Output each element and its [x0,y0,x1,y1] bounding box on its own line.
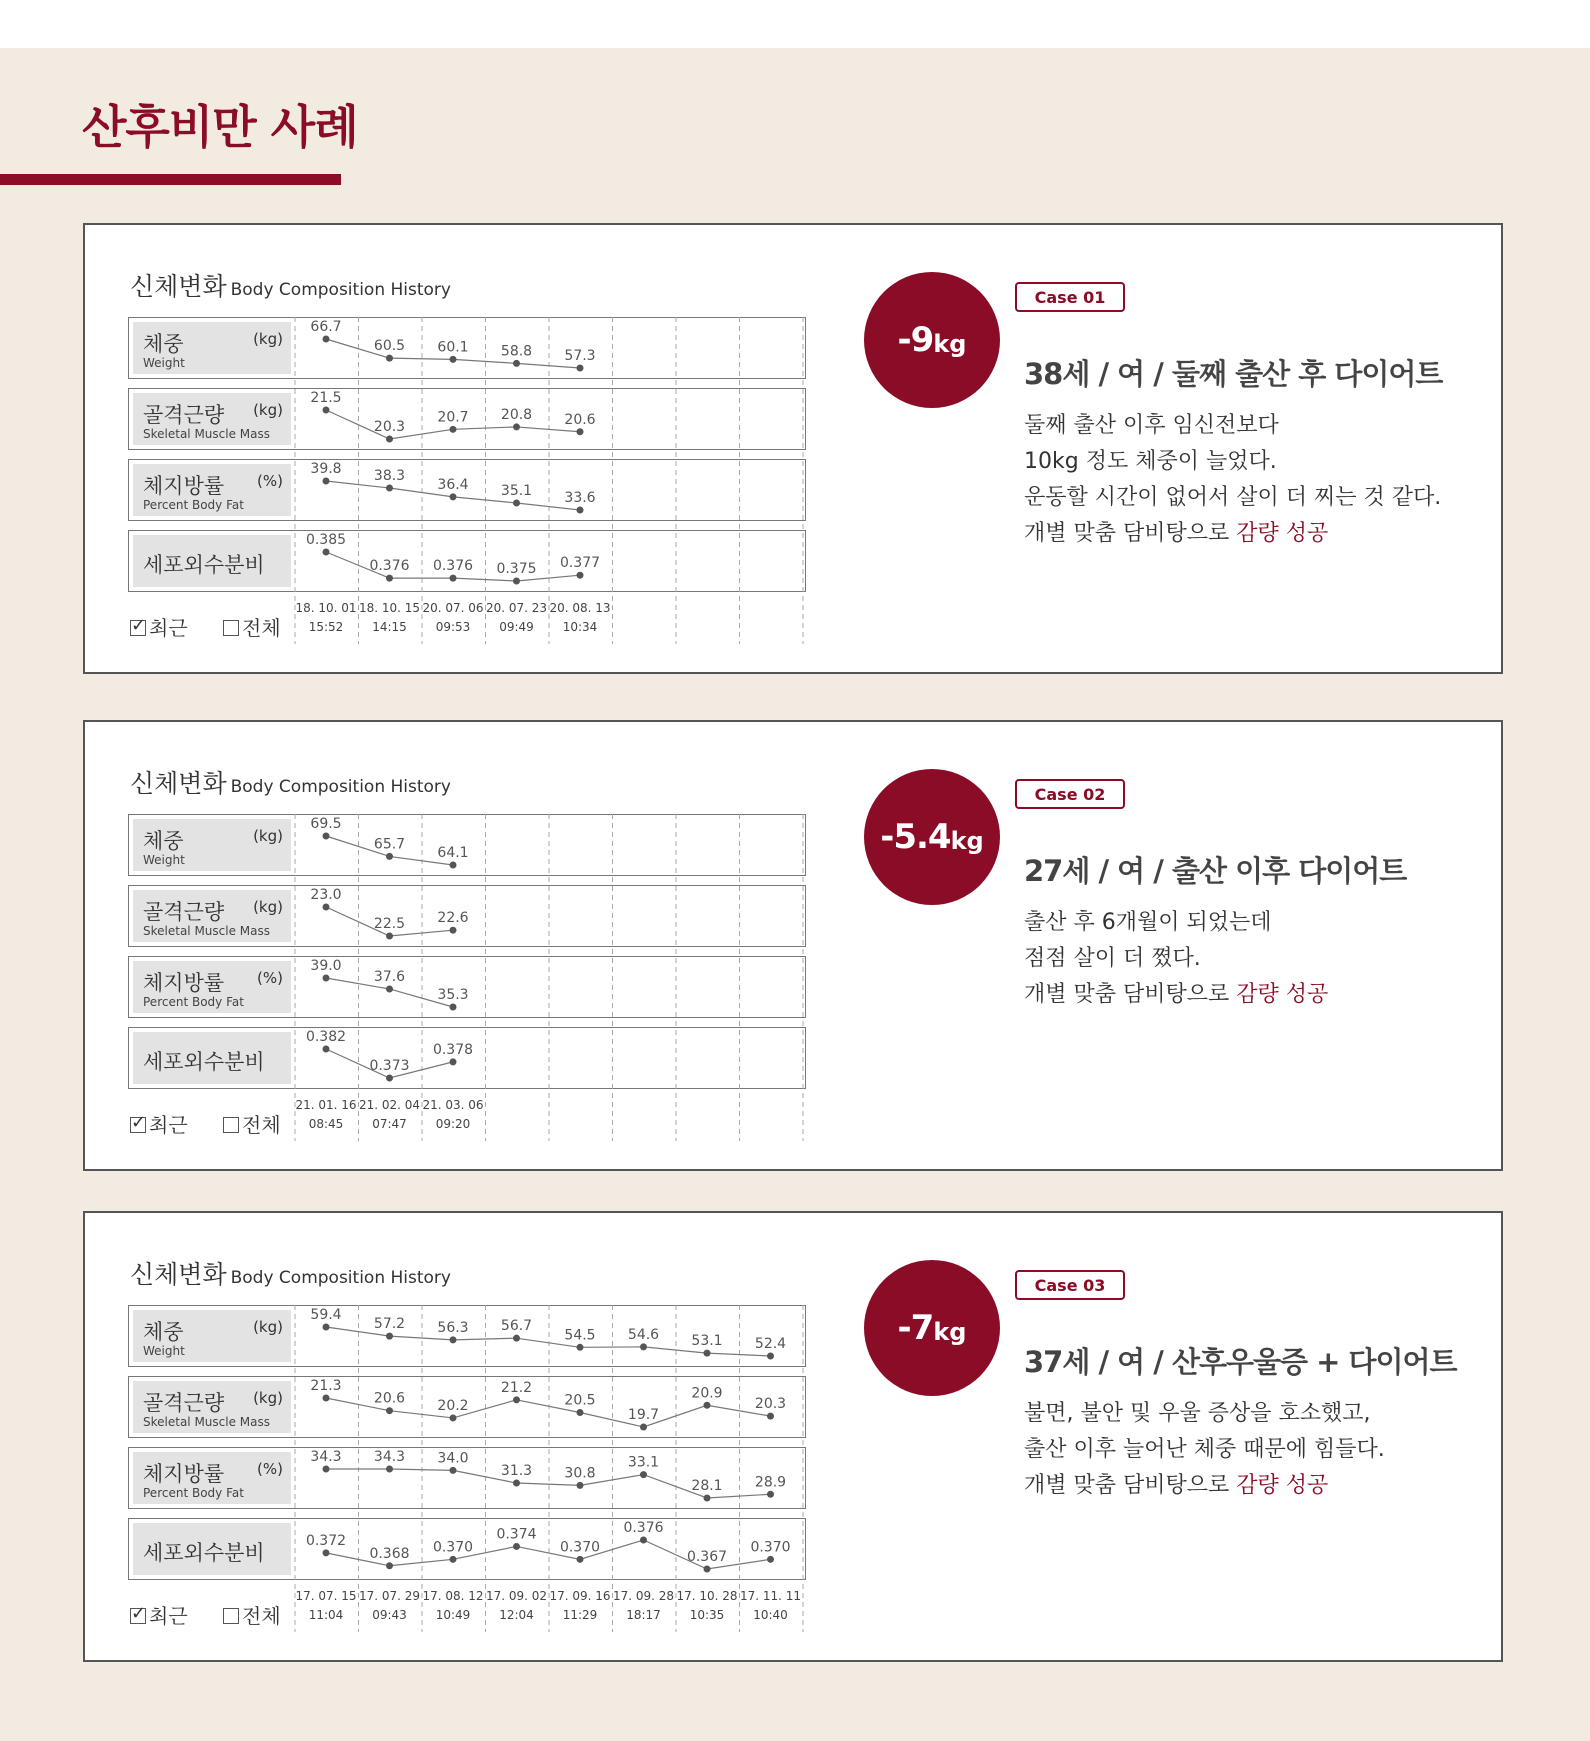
metric-name-ko: 체중 [143,829,184,853]
metric-name-en: Percent Body Fat [143,498,244,512]
data-label: 21.3 [310,1378,342,1394]
chart-title-ko: 신체변화 [130,1260,227,1289]
case-heading: 37세 / 여 / 산후우울증 + 다이어트 [1024,1345,1457,1379]
chart-title [130,267,451,303]
time-label: 07:47 [372,1117,407,1131]
data-label: 38.3 [373,468,406,485]
data-point [323,407,330,414]
data-label: 28.9 [754,1474,787,1491]
data-point [450,1004,457,1011]
filter-all-label: 전체 [242,1113,281,1137]
data-point [577,507,584,514]
result-prefix: 개별 맞춤 담비탕으로 [1024,982,1237,1007]
data-label: 20.9 [691,1385,723,1402]
data-label: 35.1 [500,482,533,499]
date-label: 17. 10. 28 [676,1589,738,1603]
time-label: 08:45 [308,1117,344,1131]
data-label: 21.5 [310,390,342,406]
data-label: 20.6 [373,1390,406,1407]
chart-title [130,1255,451,1291]
metric-name-ko: 골격근량 [143,403,225,427]
weight-loss-unit: kg [950,827,984,855]
case-number-label: Case 02 [1015,779,1125,809]
time-label: 10:40 [753,1608,788,1622]
data-point [323,478,330,485]
chart-title-en: Body Composition History [230,1268,451,1288]
data-label: 56.3 [437,1319,469,1336]
data-label: 21.2 [500,1379,533,1396]
date-label: 21. 02. 04 [358,1098,421,1112]
data-point [323,833,330,840]
time-label: 10:35 [689,1608,725,1622]
data-label: 59.4 [310,1307,342,1323]
data-point [640,1537,647,1544]
body-composition-chart [128,317,808,647]
metric-name-en: Percent Body Fat [143,1486,244,1500]
case-card [83,720,1503,1171]
data-point [386,485,393,492]
data-point [450,862,457,869]
time-label: 12:04 [499,1608,534,1622]
data-label: 69.5 [310,816,342,832]
data-point [450,1556,457,1563]
data-point [450,493,457,500]
date-label: 21. 01. 16 [295,1098,357,1112]
description-result-line [1024,1468,1385,1504]
filter-recent-label: 최근 [149,1113,188,1137]
result-prefix: 개별 맞춤 담비탕으로 [1024,521,1237,546]
data-label: 66.7 [310,319,342,335]
metric-name-ko: 골격근량 [143,1391,225,1415]
data-label: 60.1 [437,339,469,356]
data-label: 56.7 [500,1318,533,1335]
data-point [450,1336,457,1343]
chart-title-ko: 신체변화 [130,272,227,301]
data-point [323,1466,330,1473]
date-label: 20. 07. 06 [422,601,484,615]
chart-title-en: Body Composition History [230,777,451,797]
description-line: 출산 이후 늘어난 체중 때문에 힘들다. [1024,1437,1385,1462]
case-card [83,1211,1503,1662]
metric-name-ko: 골격근량 [143,900,225,924]
metric-name-en: Skeletal Muscle Mass [143,427,270,441]
metric-name-ko: 체지방률 [143,1462,225,1486]
data-label: 35.3 [437,987,469,1003]
data-label: 20.8 [500,406,533,423]
data-point [450,426,457,433]
metric-name-ko: 체지방률 [143,474,225,498]
case-heading: 27세 / 여 / 출산 이후 다이어트 [1024,854,1407,888]
data-point [513,360,520,367]
metric-name-ko: 체중 [143,1320,184,1344]
metric-unit: (kg) [253,898,283,916]
data-point [450,1467,457,1474]
data-label: 0.377 [559,555,601,572]
description-line: 10kg 정도 체중이 늘었다. [1024,449,1277,474]
case-card [83,223,1503,674]
result-highlight: 감량 성공 [1236,521,1329,546]
time-label: 11:29 [562,1608,598,1622]
metric-unit: (%) [257,472,283,490]
metric-name-ko: 체중 [143,332,184,356]
data-label: 54.6 [627,1326,660,1343]
data-point [323,336,330,343]
data-point [577,572,584,579]
data-point [640,1471,647,1478]
data-point [450,356,457,363]
data-label: 0.367 [686,1549,728,1565]
data-label: 19.7 [627,1407,660,1423]
data-label: 0.375 [496,561,537,577]
data-label: 20.2 [437,1397,469,1414]
filter-recent-label: 최근 [149,616,188,640]
data-point [386,1407,393,1414]
weight-loss-badge [864,1260,1000,1396]
data-label: 0.374 [496,1526,537,1543]
data-label: 34.0 [437,1450,469,1467]
data-point [513,499,520,506]
data-point [767,1491,774,1498]
case-heading: 38세 / 여 / 둘째 출산 후 다이어트 [1024,357,1443,391]
data-point [513,1480,520,1487]
case-description [1024,408,1441,552]
data-label: 23.0 [310,887,342,903]
data-point [386,933,393,940]
data-point [640,1424,647,1431]
data-label: 60.5 [373,338,406,355]
data-point [704,1350,711,1357]
weight-loss-unit: kg [933,1318,967,1346]
data-label: 39.0 [310,958,342,974]
weight-loss-unit: kg [933,330,967,358]
data-point [577,365,584,372]
data-label: 0.376 [369,558,410,575]
data-label: 0.372 [305,1532,347,1549]
metric-unit: (kg) [253,401,283,419]
date-label: 18. 10. 01 [295,601,357,615]
data-point [450,1058,457,1065]
chart-title-ko: 신체변화 [130,769,227,798]
data-label: 65.7 [373,836,406,853]
time-label: 11:04 [308,1608,344,1622]
body-composition-chart [128,814,808,1144]
date-label: 18. 10. 15 [358,601,421,615]
data-label: 20.6 [564,411,596,428]
data-label: 0.378 [432,1041,474,1058]
data-point [577,428,584,435]
metric-name-en: Skeletal Muscle Mass [143,924,270,938]
description-line: 점점 살이 더 쪘다. [1024,946,1201,971]
date-label: 21. 03. 06 [422,1098,484,1112]
filter-all-label: 전체 [242,616,281,640]
metric-unit: (kg) [253,330,283,348]
body-composition-chart [128,1305,808,1635]
data-point [323,904,330,911]
data-label: 36.4 [437,476,469,493]
data-point [577,1556,584,1563]
data-label: 33.6 [564,490,596,506]
description-result-line [1024,977,1328,1013]
data-label: 0.376 [623,1520,664,1536]
data-point [386,853,393,860]
data-label: 20.5 [564,1392,596,1409]
grid-lines [295,814,803,1141]
data-point [577,1409,584,1416]
metric-unit: (%) [257,969,283,987]
chart-title-en: Body Composition History [230,280,451,300]
data-label: 52.4 [754,1336,787,1352]
data-label: 37.6 [373,968,406,985]
description-line: 둘째 출산 이후 임신전보다 [1024,413,1279,438]
page-title: 산후비만 사례 [82,100,358,154]
data-point [513,423,520,430]
result-highlight: 감량 성공 [1236,982,1329,1007]
data-point [513,578,520,585]
data-point [513,1396,520,1403]
data-point [450,575,457,582]
data-label: 57.2 [373,1316,406,1333]
weight-loss-value: -9 [897,320,934,360]
date-label: 17. 11. 11 [739,1589,802,1603]
data-label: 33.1 [627,1454,660,1471]
data-label: 0.370 [750,1539,791,1556]
description-line: 불면, 불안 및 우울 증상을 호소했고, [1024,1401,1371,1426]
metric-name-ko: 세포외수분비 [143,553,265,577]
data-point [386,1075,393,1082]
data-label: 54.5 [564,1327,596,1344]
date-label: 17. 09. 28 [612,1589,675,1603]
data-point [386,985,393,992]
weight-loss-value: -5.4 [880,817,951,857]
data-label: 64.1 [437,845,469,861]
date-label: 20. 07. 23 [485,601,548,615]
data-point [323,549,330,556]
time-label: 14:15 [372,620,407,634]
date-label: 17. 09. 02 [485,1589,548,1603]
data-label: 39.8 [310,461,342,477]
time-label: 09:20 [435,1117,471,1131]
date-label: 20. 08. 13 [549,601,611,615]
description-line: 운동할 시간이 없어서 살이 더 찌는 것 같다. [1024,485,1442,510]
data-point [704,1402,711,1409]
data-label: 34.3 [310,1449,342,1465]
time-label: 09:53 [435,620,471,634]
time-label: 09:43 [372,1608,407,1622]
data-label: 0.373 [369,1058,410,1074]
data-label: 34.3 [373,1449,406,1465]
data-point [386,436,393,443]
data-point [386,355,393,362]
data-point [386,575,393,582]
chart-plot [128,814,808,1144]
data-point [323,1395,330,1402]
data-label: 0.368 [369,1545,410,1562]
data-point [450,1414,457,1421]
data-label: 22.5 [373,916,406,932]
data-label: 20.3 [754,1396,787,1413]
metric-name-ko: 체지방률 [143,971,225,995]
case-description [1024,905,1328,1013]
data-point [323,975,330,982]
data-label: 53.1 [691,1333,723,1350]
data-point [450,927,457,934]
data-point [323,1046,330,1053]
data-label: 20.3 [373,419,406,435]
data-label: 0.376 [432,558,474,575]
metric-name-en: Weight [143,1344,185,1358]
data-label: 0.370 [432,1539,474,1556]
filter-all-label: 전체 [242,1604,281,1628]
time-label: 15:52 [308,620,344,634]
data-point [767,1353,774,1360]
metric-name-en: Percent Body Fat [143,995,244,1009]
date-label: 17. 09. 16 [549,1589,611,1603]
title-underline [0,174,341,185]
time-label: 09:49 [499,620,534,634]
data-point [640,1343,647,1350]
data-label: 57.3 [564,348,596,364]
data-point [323,1549,330,1556]
data-label: 20.7 [437,409,469,426]
metric-name-ko: 세포외수분비 [143,1541,265,1565]
metric-name-en: Weight [143,356,185,370]
metric-unit: (%) [257,1460,283,1478]
filter-recent-label: 최근 [149,1604,188,1628]
data-point [704,1495,711,1502]
weight-loss-value: -7 [897,1308,934,1348]
case-number-label: Case 01 [1015,282,1125,312]
result-highlight: 감량 성공 [1236,1473,1329,1498]
data-label: 31.3 [500,1463,533,1480]
data-label: 0.385 [305,532,347,548]
data-label: 30.8 [564,1465,596,1482]
data-point [513,1335,520,1342]
chart-plot [128,1305,808,1635]
data-label: 28.1 [691,1478,723,1494]
metric-name-en: Weight [143,853,185,867]
description-line: 출산 후 6개월이 되었는데 [1024,910,1272,935]
data-point [577,1482,584,1489]
date-label: 17. 07. 15 [295,1589,357,1603]
date-label: 17. 08. 12 [422,1589,484,1603]
data-point [513,1543,520,1550]
time-label: 10:49 [435,1608,471,1622]
case-number-label: Case 03 [1015,1270,1125,1300]
data-label: 0.382 [305,1029,347,1045]
weight-loss-badge [864,769,1000,905]
metric-name-ko: 세포외수분비 [143,1050,265,1074]
date-label: 17. 07. 29 [358,1589,421,1603]
data-label: 0.370 [559,1539,601,1556]
metric-name-en: Skeletal Muscle Mass [143,1415,270,1429]
metric-unit: (kg) [253,827,283,845]
metric-unit: (kg) [253,1389,283,1407]
data-label: 58.8 [500,343,533,360]
time-label: 10:34 [562,620,598,634]
data-point [577,1344,584,1351]
data-point [323,1324,330,1331]
chart-title [130,764,451,800]
metric-unit: (kg) [253,1318,283,1336]
data-label: 22.6 [437,910,469,927]
description-result-line [1024,516,1441,552]
result-prefix: 개별 맞춤 담비탕으로 [1024,1473,1237,1498]
time-label: 18:17 [626,1608,661,1622]
data-point [767,1556,774,1563]
data-point [767,1413,774,1420]
data-point [386,1333,393,1340]
data-point [704,1566,711,1573]
data-point [386,1466,393,1473]
case-description [1024,1396,1385,1504]
weight-loss-badge [864,272,1000,408]
chart-plot [128,317,808,647]
data-point [386,1562,393,1569]
